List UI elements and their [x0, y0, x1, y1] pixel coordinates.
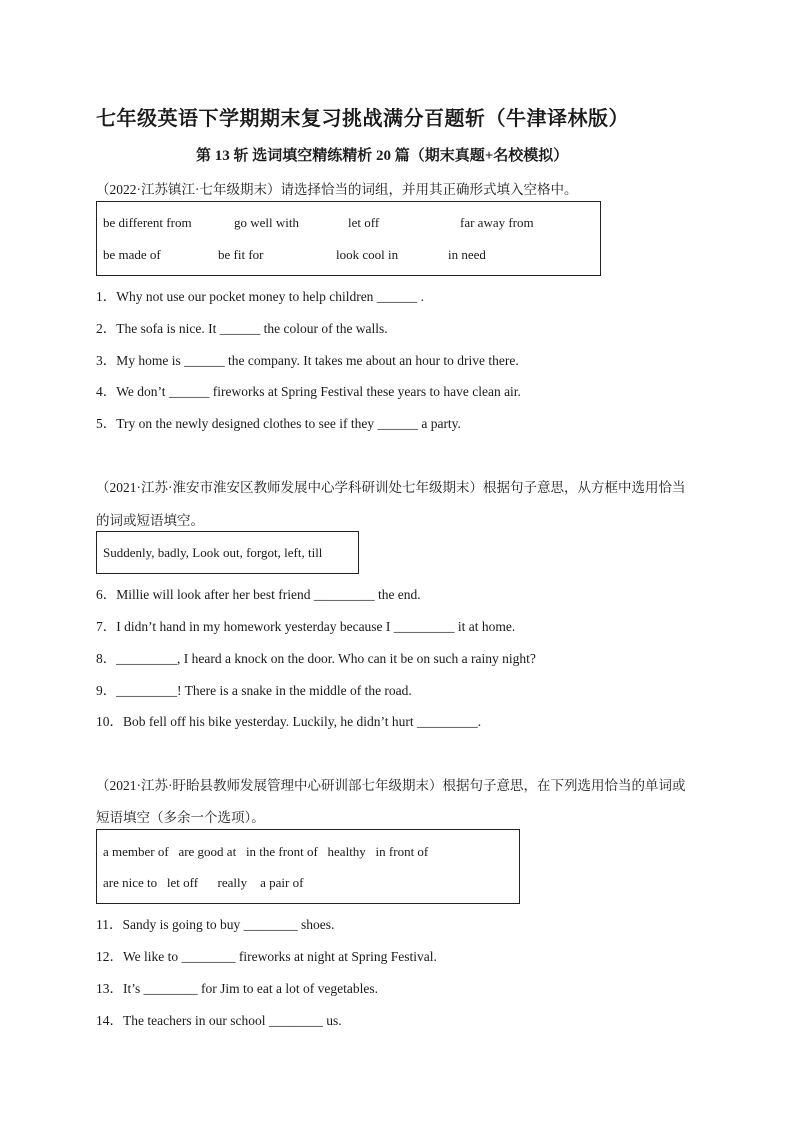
document-title: 七年级英语下学期期末复习挑战满分百题斩（牛津译林版） [96, 108, 629, 130]
question: 1．Why not use our pocket money to help children ______ . [96, 289, 425, 304]
option: far away from [460, 215, 534, 230]
section2-instruction: （2021·江苏·淮安市淮安区教师发展中心学科研训处七年级期末）根据句子意思，从方框中选用恰当 [96, 480, 686, 495]
option: look cool in [336, 247, 399, 262]
section1-option-box [96, 201, 601, 276]
question: 14．The teachers in our school ________ us. [96, 1013, 342, 1028]
option-row: are nice to let off really a pair of [103, 875, 304, 890]
option-list: Suddenly, badly, Look out, forgot, left, till [103, 545, 323, 560]
option: be different from [103, 215, 192, 230]
question: 8．_________, I heard a knock on the door. Who can it be on such a rainy night? [96, 651, 536, 666]
question: 13．It’s ________ for Jim to eat a lot of vegetables. [96, 981, 378, 996]
question: 10．Bob fell off his bike yesterday. Luckily, he didn’t hurt _________. [96, 714, 482, 729]
question: 9．_________! There is a snake in the middle of the road. [96, 683, 412, 698]
question: 11．Sandy is going to buy ________ shoes. [96, 917, 335, 932]
option-row: a member of are good at in the front of healthy in front of [103, 844, 429, 859]
option: be made of [103, 247, 161, 262]
question: 2．The sofa is nice. It ______ the colour of the walls. [96, 321, 388, 336]
section2-instruction-cont: 的词或短语填空。 [96, 513, 204, 528]
section2-option-box [96, 531, 359, 574]
option: in need [448, 247, 486, 262]
section3-instruction-cont: 短语填空（多余一个选项）。 [96, 810, 265, 825]
section3-option-box [96, 829, 520, 904]
question: 6．Millie will look after her best friend _________ the end. [96, 587, 421, 602]
option: go well with [234, 215, 299, 230]
question: 12．We like to ________ fireworks at night at Spring Festival. [96, 949, 437, 964]
question: 7．I didn’t hand in my homework yesterday because I _________ it at home. [96, 619, 516, 634]
section1-instruction: （2022·江苏镇江·七年级期末）请选择恰当的词组，并用其正确形式填入空格中。 [96, 182, 578, 197]
question: 3．My home is ______ the company. It takes me about an hour to drive there. [96, 353, 519, 368]
question: 4．We don’t ______ fireworks at Spring Festival these years to have clean air. [96, 384, 521, 399]
section3-instruction: （2021·江苏·盱眙县教师发展管理中心研训部七年级期末）根据句子意思，在下列选用恰当的单词或 [96, 778, 686, 793]
option: let off [348, 215, 380, 230]
option: be fit for [218, 247, 264, 262]
question: 5．Try on the newly designed clothes to see if they ______ a party. [96, 416, 461, 431]
document-subtitle: 第 13 斩 选词填空精练精析 20 篇（期末真题+名校模拟） [196, 148, 569, 164]
